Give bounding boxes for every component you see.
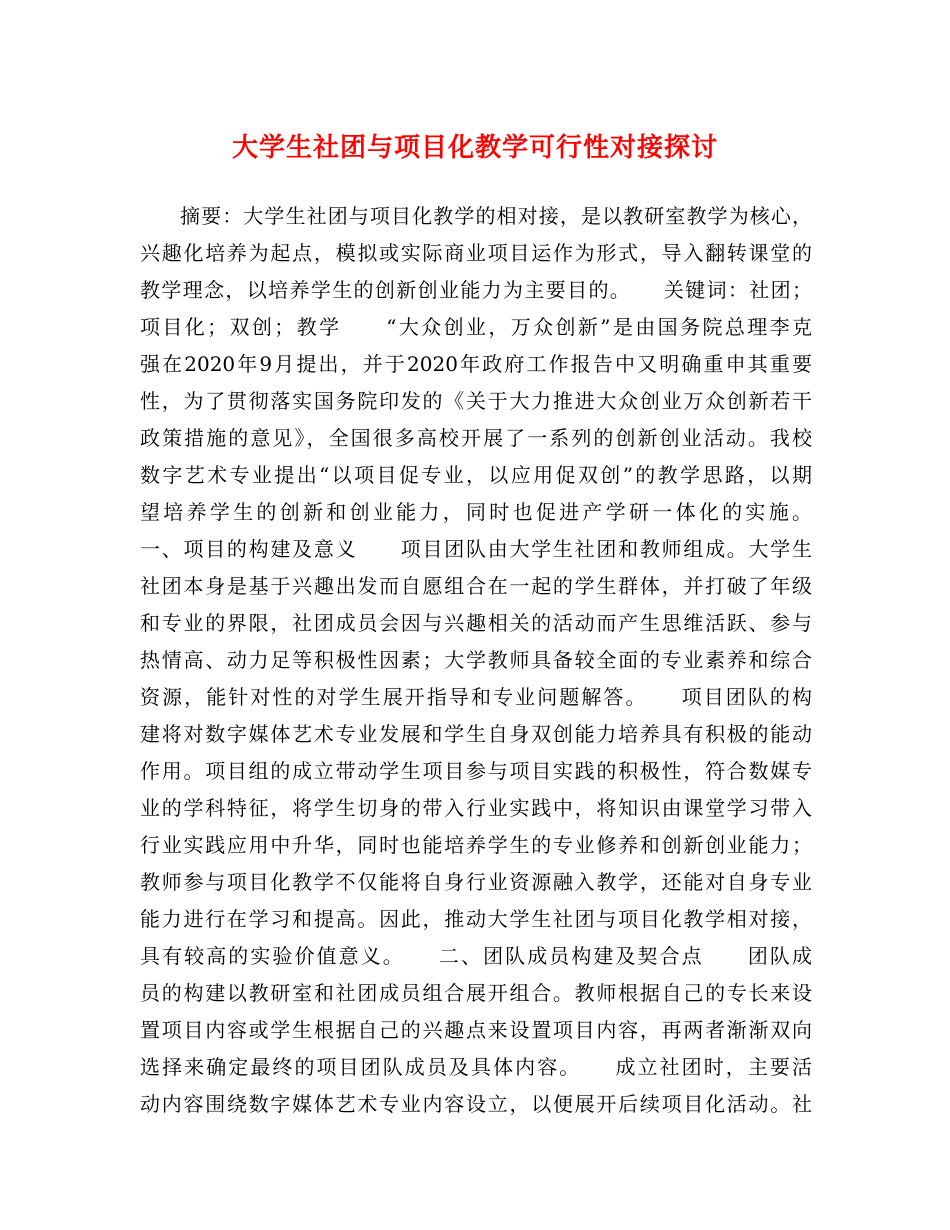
body-line: 建将对数字媒体艺术专业发展和学生自身双创能力培养具有积极的能动: [140, 722, 812, 746]
body-line: 社团本身是基于兴趣出发而自愿组合在一起的学生群体，并打破了年级: [140, 574, 812, 598]
body-line: 教学理念，以培养学生的创新创业能力为主要目的。 关键词：社团；: [140, 278, 812, 302]
body-line: 和专业的界限，社团成员会因与兴趣相关的活动而产生思维活跃、参与: [140, 611, 812, 635]
body-line: 望培养学生的创新和创业能力，同时也促进产学研一体化的实施。: [140, 500, 812, 524]
body-line: 员的构建以教研室和社团成员组合展开组合。教师根据自己的专长来设: [140, 981, 812, 1005]
body-line: 具有较高的实验价值意义。 二、团队成员构建及契合点 团队成: [140, 944, 812, 968]
body-line: 作用。项目组的成立带动学生项目参与项目实践的积极性，符合数媒专: [140, 759, 812, 783]
body-line: 行业实践应用中升华，同时也能培养学生的专业修养和创新创业能力；: [140, 833, 812, 857]
body-line: 摘要：大学生社团与项目化教学的相对接，是以教研室教学为核心，: [180, 204, 812, 228]
body-line: 资源，能针对性的对学生展开指导和专业问题解答。 项目团队的构: [140, 685, 812, 709]
body-line: 数字艺术专业提出“以项目促专业，以应用促双创”的教学思路，以期: [140, 463, 812, 487]
body-line: 性，为了贯彻落实国务院印发的《关于大力推进大众创业万众创新若干: [140, 389, 812, 413]
body-line: 政策措施的意见》，全国很多高校开展了一系列的创新创业活动。我校: [140, 426, 812, 450]
body-line: 热情高、动力足等积极性因素；大学教师具备较全面的专业素养和综合: [140, 648, 812, 672]
body-line: 置项目内容或学生根据自己的兴趣点来设置项目内容，再两者渐渐双向: [140, 1018, 812, 1042]
body-line: 教师参与项目化教学不仅能将自身行业资源融入教学，还能对自身专业: [140, 870, 812, 894]
document-body: [140, 198, 812, 1123]
body-line: 动内容围绕数字媒体艺术专业内容设立，以便展开后续项目化活动。社: [140, 1092, 812, 1116]
document-title: 大学生社团与项目化教学可行性对接探讨: [231, 133, 718, 163]
body-line: 能力进行在学习和提高。因此，推动大学生社团与项目化教学相对接，: [140, 907, 812, 931]
body-line: 项目化；双创；教学 “大众创业，万众创新”是由国务院总理李克: [140, 315, 812, 339]
body-line: 强在2020年9月提出，并于2020年政府工作报告中又明确重申其重要: [140, 352, 812, 376]
body-line: 选择来确定最终的项目团队成员及具体内容。 成立社团时，主要活: [140, 1055, 812, 1079]
body-line: 业的学科特征，将学生切身的带入行业实践中，将知识由课堂学习带入: [140, 796, 812, 820]
body-line: 一、项目的构建及意义 项目团队由大学生社团和教师组成。大学生: [140, 537, 812, 561]
body-line: 兴趣化培养为起点，模拟或实际商业项目运作为形式，导入翻转课堂的: [140, 241, 812, 265]
